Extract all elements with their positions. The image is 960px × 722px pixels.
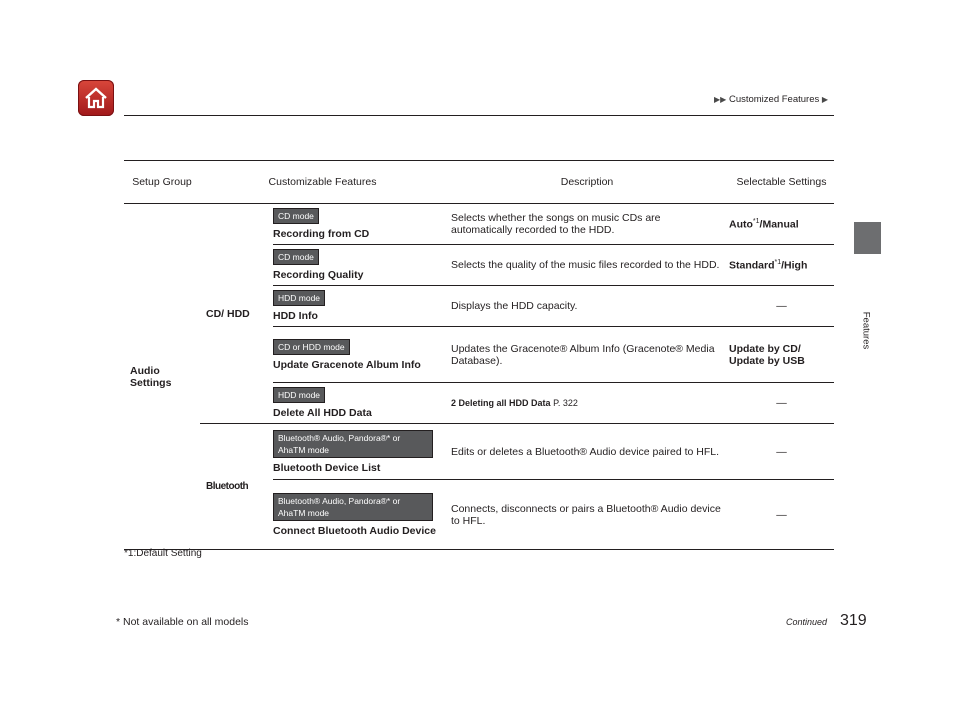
subgroup-cd-hdd: CD/ HDD (206, 307, 250, 320)
house-icon (82, 84, 110, 112)
reference-icon: 2 (451, 398, 457, 408)
settings-table (124, 160, 834, 550)
feature-description: Selects the quality of the music files recorded to the HDD. (445, 245, 729, 286)
column-header: Customizable Features (200, 161, 445, 204)
footnote: *1:Default Setting (124, 548, 202, 559)
column-header: Setup Group (124, 161, 200, 204)
column-header: Description (445, 161, 729, 204)
breadcrumb (714, 94, 828, 105)
reference-title[interactable]: Deleting all HDD Data (458, 398, 551, 408)
continued-label: Continued (786, 617, 828, 627)
selectable-setting: — (729, 383, 834, 424)
table-row (124, 204, 834, 245)
cross-reference[interactable] (445, 383, 729, 424)
feature-name: Recording Quality (273, 269, 364, 281)
selectable-setting: Update by CD/ Update by USB (729, 327, 834, 383)
breadcrumb-label[interactable]: Customized Features (728, 94, 820, 105)
feature-name: Bluetooth Device List (273, 461, 381, 474)
feature-name: Update Gracenote Album Info (273, 358, 421, 371)
page-number: 319 (840, 612, 867, 629)
feature-name: HDD Info (273, 310, 318, 322)
mode-badge: Bluetooth® Audio, Pandora®* or AhaTM mode (273, 430, 433, 458)
column-header: Selectable Settings (729, 161, 834, 204)
feature-description: Displays the HDD capacity. (445, 286, 729, 327)
chevron-right-icon: ▶ (821, 95, 829, 104)
mode-badge: CD mode (273, 249, 319, 265)
setup-group: Audio Settings (124, 204, 200, 550)
feature-name: Connect Bluetooth Audio Device (273, 524, 436, 537)
mode-badge: Bluetooth® Audio, Pandora®* or AhaTM mode (273, 493, 433, 521)
selectable-setting: — (729, 480, 834, 550)
subgroup-bluetooth: Bluetooth (200, 424, 273, 550)
selectable-setting: Standard$^{*1}$/High (729, 245, 834, 286)
table-row (124, 424, 834, 480)
mode-badge: HDD mode (273, 290, 325, 306)
chevron-right-icon: ▶▶ (714, 95, 727, 104)
mode-badge: CD or HDD mode (273, 339, 350, 355)
feature-description: Connects, disconnects or pairs a Bluetooth® Audio device to HFL. (445, 480, 729, 550)
reference-page: P. 322 (553, 398, 578, 408)
section-tab[interactable] (854, 222, 881, 254)
selectable-setting: Auto$^{*1}$/Manual (729, 204, 834, 245)
feature-name: Delete All HDD Data (273, 407, 372, 419)
mode-badge: HDD mode (273, 387, 325, 403)
availability-note: * Not available on all models (116, 616, 249, 628)
section-tab-label: Features (860, 311, 872, 350)
selectable-setting: — (729, 424, 834, 480)
table-header-row (124, 161, 834, 204)
home-icon[interactable] (78, 80, 114, 116)
feature-description: Edits or deletes a Bluetooth® Audio device paired to HFL. (445, 424, 729, 480)
feature-name: Recording from CD (273, 228, 370, 240)
header-divider (124, 115, 834, 116)
feature-description: Selects whether the songs on music CDs are automatically recorded to the HDD. (445, 204, 729, 245)
feature-description: Updates the Gracenote® Album Info (Gracenote® Media Database). (445, 327, 729, 383)
selectable-setting: — (729, 286, 834, 327)
mode-badge: CD mode (273, 208, 319, 224)
